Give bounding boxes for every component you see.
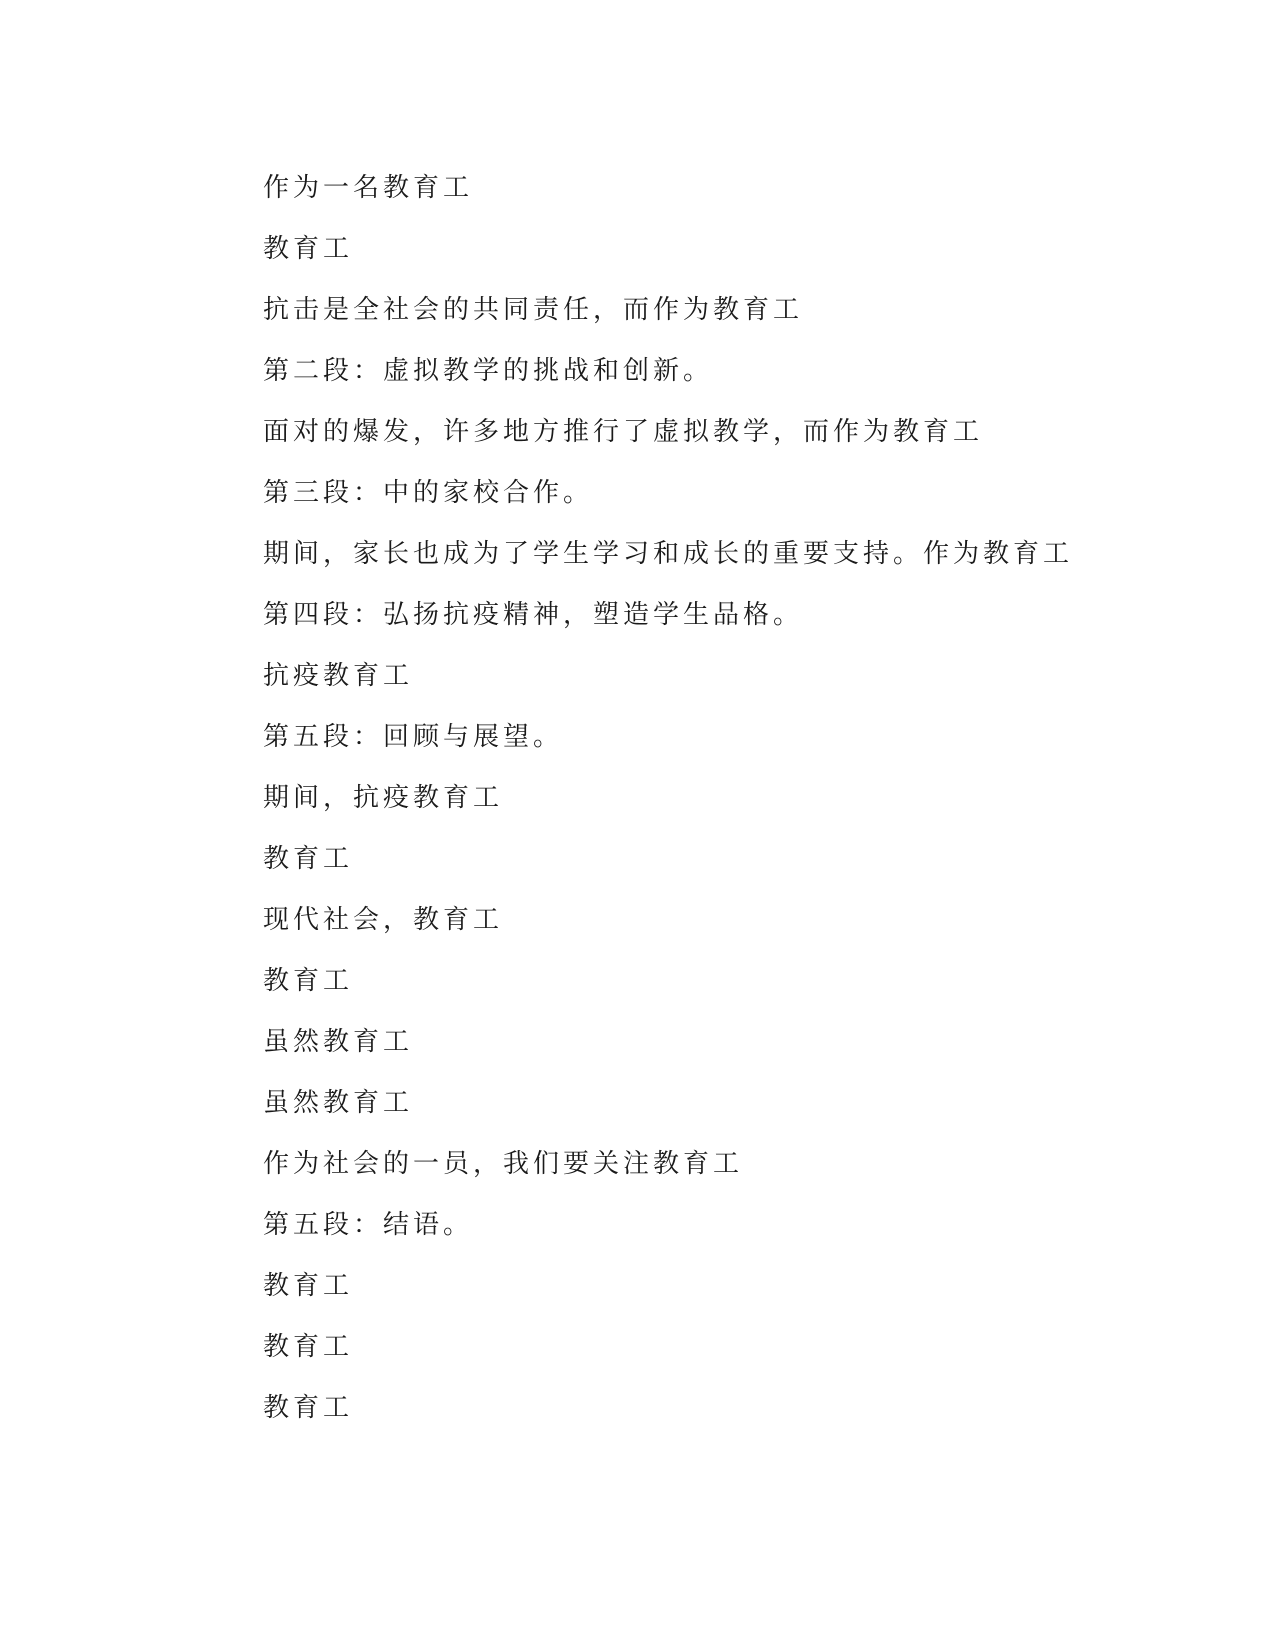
text-line: 教育工 (263, 1332, 354, 1362)
text-line: 期间，抗疫教育工 (263, 783, 504, 813)
text-line: 教育工 (263, 844, 354, 874)
text-line: 教育工 (263, 234, 354, 264)
text-line: 虽然教育工 (263, 1027, 414, 1057)
text-line: 教育工 (263, 1393, 354, 1423)
text-line: 作为一名教育工 (263, 173, 474, 203)
text-line: 教育工 (263, 1271, 354, 1301)
section-heading: 第二段：虚拟教学的挑战和创新。 (263, 356, 714, 386)
text-line: 教育工 (263, 966, 354, 996)
text-line: 抗击是全社会的共同责任，而作为教育工 (263, 295, 804, 325)
section-heading: 第五段：结语。 (263, 1210, 474, 1240)
text-line: 抗疫教育工 (263, 661, 414, 691)
text-line: 虽然教育工 (263, 1088, 414, 1118)
section-heading: 第三段：中的家校合作。 (263, 478, 594, 508)
section-heading: 第四段：弘扬抗疫精神，塑造学生品格。 (263, 600, 804, 630)
text-line: 期间，家长也成为了学生学习和成长的重要支持。作为教育工 (263, 539, 1074, 569)
text-line: 现代社会，教育工 (263, 905, 504, 935)
text-line: 面对的爆发，许多地方推行了虚拟教学，而作为教育工 (263, 417, 984, 447)
text-line: 作为社会的一员，我们要关注教育工 (263, 1149, 744, 1179)
section-heading: 第五段：回顾与展望。 (263, 722, 564, 752)
